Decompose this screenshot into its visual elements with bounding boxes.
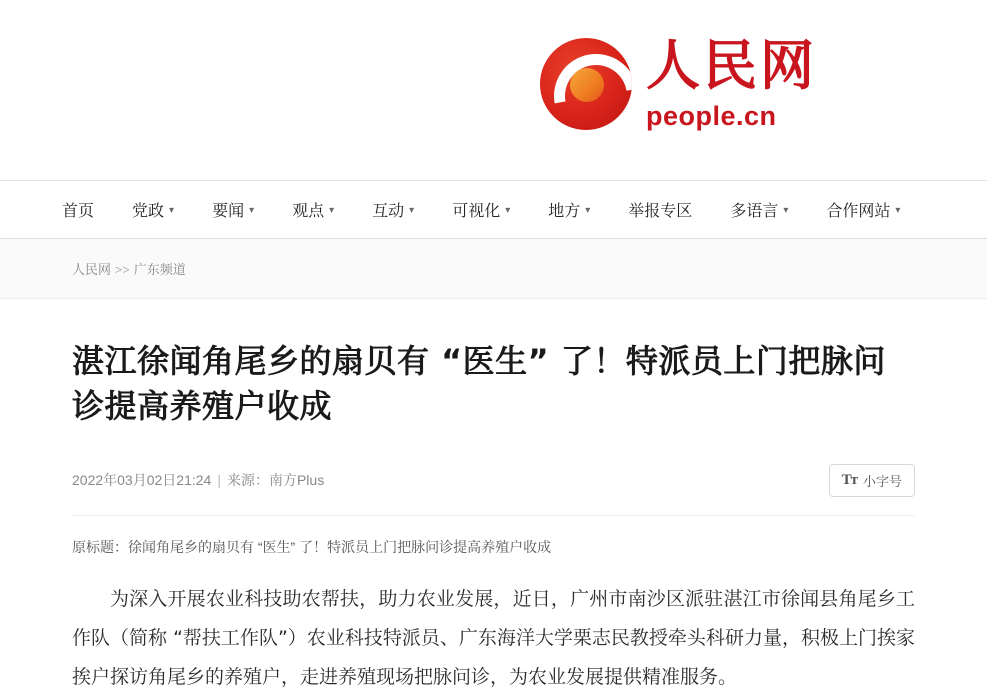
people-cn-logo-icon — [540, 38, 632, 130]
nav-item-label: 党政 — [132, 203, 165, 220]
nav-item-hudong[interactable] — [372, 198, 414, 221]
nav-item-yaowen[interactable] — [212, 198, 254, 221]
article-paragraph: 为深入开展农业科技助农帮扶，助力农业发展，近日，广州市南沙区派驻湛江市徐闻县角尾乡工作队（简称 “帮扶工作队”）农业科技特派员、广东海洋大学栗志民教授牵头科研力量，积极上门挨家挨户探访角尾乡的养殖户，走进养殖现场把脉问诊，为农业发展提供精准服务。 — [72, 588, 915, 689]
nav-item-label: 互动 — [372, 203, 405, 220]
nav-item-label: 可视化 — [452, 203, 501, 220]
site-logo[interactable] — [540, 33, 817, 131]
page-title: 湛江徐闻角尾乡的扇贝有 “医生” 了！特派员上门把脉问诊提高养殖户收成 — [72, 342, 886, 426]
nav-item-label: 观点 — [292, 203, 325, 220]
nav-item-hezuowangzhan[interactable] — [826, 198, 900, 221]
meta-divider: | — [217, 472, 221, 489]
nav-item-label: 首页 — [62, 203, 95, 220]
breadcrumb-separator: >> — [115, 262, 130, 277]
text-size-icon: Tт — [841, 471, 857, 488]
nav-item-label: 多语言 — [730, 203, 779, 220]
logo-text — [646, 33, 817, 131]
article-meta — [72, 470, 324, 490]
chevron-down-icon: ▾ — [169, 205, 175, 216]
chevron-down-icon: ▾ — [505, 205, 511, 216]
publish-date: 2022年03月02日21:24 — [72, 472, 212, 489]
nav-item-label: 要闻 — [212, 203, 245, 220]
nav-item-label: 合作网站 — [826, 203, 891, 220]
article-meta-row — [72, 464, 915, 516]
chevron-down-icon: ▾ — [249, 205, 255, 216]
nav-item-label: 举报专区 — [628, 203, 693, 220]
logo-english-name: people.cn — [646, 100, 777, 131]
article-body — [0, 299, 987, 697]
nav-item-difang[interactable] — [548, 198, 590, 221]
nav-item-label: 地方 — [548, 203, 581, 220]
chevron-down-icon: ▾ — [895, 205, 901, 216]
breadcrumb-current-link[interactable]: 广东频道 — [133, 262, 186, 277]
main-navigation — [0, 181, 987, 239]
original-title: 原标题：徐闻角尾乡的扇贝有 “医生” 了！特派员上门把脉问诊提高养殖户收成 — [72, 538, 552, 555]
breadcrumb-bar — [0, 239, 987, 299]
site-header — [0, 0, 987, 181]
nav-item-guandian[interactable] — [292, 198, 334, 221]
nav-item-duoyuyan[interactable] — [730, 198, 788, 221]
nav-item-home[interactable] — [62, 198, 94, 221]
breadcrumb — [72, 259, 186, 278]
nav-item-jubaozhuanqu[interactable] — [628, 198, 692, 221]
chevron-down-icon: ▾ — [409, 205, 415, 216]
breadcrumb-root-link[interactable]: 人民网 — [72, 262, 112, 277]
logo-chinese-name: 人民网 — [646, 33, 817, 97]
font-size-label: 小字号 — [862, 473, 902, 489]
font-size-button[interactable] — [829, 464, 915, 497]
nav-item-dangzheng[interactable] — [132, 198, 174, 221]
chevron-down-icon: ▾ — [585, 205, 591, 216]
chevron-down-icon: ▾ — [783, 205, 789, 216]
article-source: 来源：南方Plus — [226, 472, 325, 489]
nav-item-keshihua[interactable] — [452, 198, 510, 221]
chevron-down-icon: ▾ — [329, 205, 335, 216]
